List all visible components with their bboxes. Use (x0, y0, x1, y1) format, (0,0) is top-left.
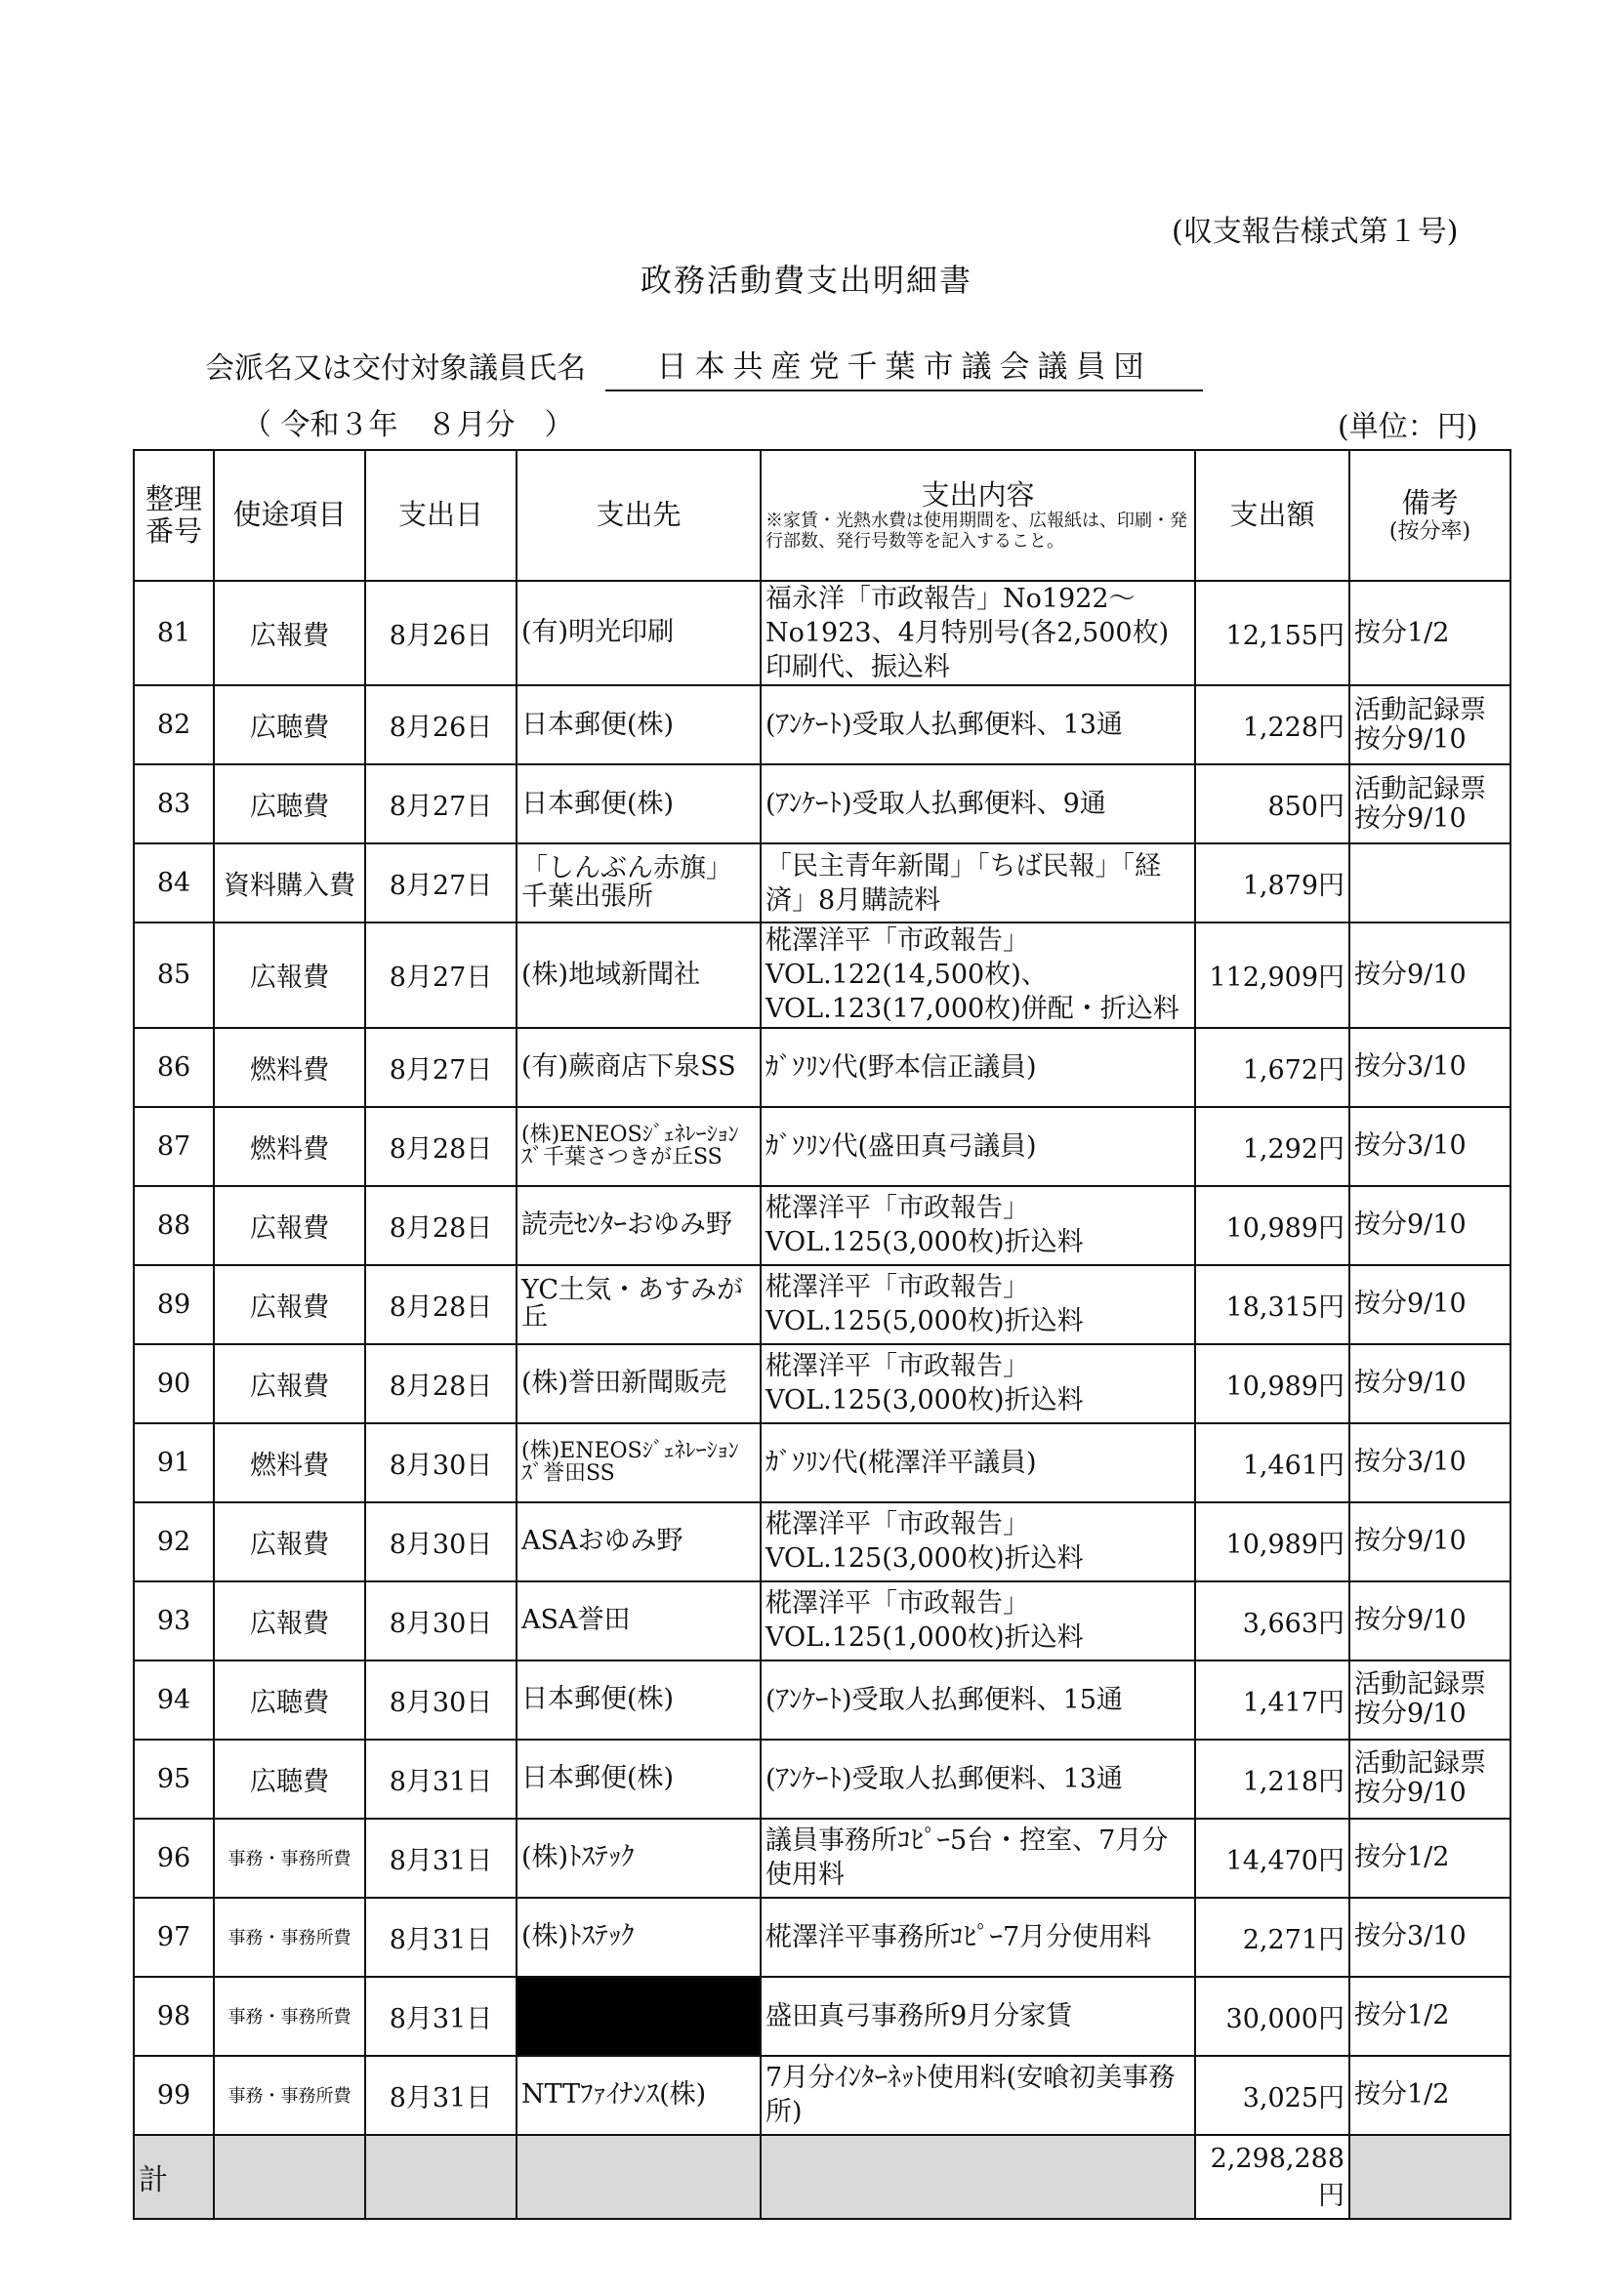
row-no: 92 (134, 1502, 214, 1581)
header-remarks-label: 備考 (1401, 485, 1459, 519)
row-content: ｶﾞｿﾘﾝ代(野本信正議員) (761, 1028, 1195, 1107)
header-content-note: ※家賃・光熱水費は使用期間を、広報紙は、印刷・発行部数、発行号数等を記入すること。 (765, 510, 1187, 552)
total-blank-cell (761, 2135, 1195, 2219)
row-no: 91 (134, 1423, 214, 1502)
table-row (134, 1819, 1510, 1898)
row-remarks: 按分9/10 (1349, 922, 1510, 1027)
row-content: 椛澤洋平「市政報告」VOL.125(3,000枚)折込料 (761, 1502, 1195, 1581)
row-no: 81 (134, 581, 214, 685)
row-amount: 10,989円 (1195, 1186, 1349, 1265)
row-purpose: 広報費 (214, 1186, 365, 1265)
row-content: 7月分ｲﾝﾀｰﾈｯﾄ使用料(安喰初美事務所) (761, 2056, 1195, 2135)
row-payee: (株)ENEOSｼﾞｪﾈﾚｰｼｮﾝｽﾞ誉田SS (517, 1423, 761, 1502)
row-remarks: 活動記録票按分9/10 (1349, 1740, 1510, 1819)
row-content: 椛澤洋平「市政報告」VOL.125(3,000枚)折込料 (761, 1344, 1195, 1423)
row-payee: ASAおゆみ野 (517, 1502, 761, 1581)
table-row (134, 922, 1510, 1027)
row-amount: 14,470円 (1195, 1819, 1349, 1898)
total-blank-cell (214, 2135, 365, 2219)
table-row (134, 1107, 1510, 1186)
row-date: 8月27日 (365, 922, 517, 1027)
header-amount: 支出額 (1195, 450, 1349, 581)
row-date: 8月31日 (365, 1977, 517, 2056)
row-no: 88 (134, 1186, 214, 1265)
row-amount: 18,315円 (1195, 1265, 1349, 1344)
row-remarks: 按分9/10 (1349, 1502, 1510, 1581)
row-purpose: 事務・事務所費 (214, 1977, 365, 2056)
row-purpose: 広聴費 (214, 764, 365, 843)
row-remarks: 按分1/2 (1349, 2056, 1510, 2135)
row-amount: 30,000円 (1195, 1977, 1349, 2056)
party-name: 日本共産党千葉市議会議員団 (605, 342, 1203, 391)
row-amount: 1,292円 (1195, 1107, 1349, 1186)
table-row (134, 1502, 1510, 1581)
row-payee: (株)地域新聞社 (517, 922, 761, 1027)
header-date: 支出日 (365, 450, 517, 581)
row-no: 93 (134, 1581, 214, 1660)
row-purpose: 広報費 (214, 1265, 365, 1344)
row-amount: 12,155円 (1195, 581, 1349, 685)
row-remarks: 活動記録票按分9/10 (1349, 685, 1510, 764)
table-row (134, 1028, 1510, 1107)
row-date: 8月27日 (365, 1028, 517, 1107)
row-amount: 1,672円 (1195, 1028, 1349, 1107)
row-date: 8月30日 (365, 1660, 517, 1740)
table-row (134, 1186, 1510, 1265)
total-blank-cell (1349, 2135, 1510, 2219)
row-content: ｶﾞｿﾘﾝ代(盛田真弓議員) (761, 1107, 1195, 1186)
row-purpose: 広聴費 (214, 685, 365, 764)
row-date: 8月31日 (365, 1819, 517, 1898)
row-amount: 850円 (1195, 764, 1349, 843)
table-row (134, 1740, 1510, 1819)
total-row (134, 2135, 1510, 2219)
table-row (134, 1344, 1510, 1423)
row-amount: 112,909円 (1195, 922, 1349, 1027)
row-purpose: 広聴費 (214, 1660, 365, 1740)
header-payee: 支出先 (517, 450, 761, 581)
table-row (134, 764, 1510, 843)
row-remarks: 按分9/10 (1349, 1344, 1510, 1423)
table-row (134, 2056, 1510, 2135)
row-no: 89 (134, 1265, 214, 1344)
row-no: 97 (134, 1898, 214, 1977)
row-date: 8月26日 (365, 581, 517, 685)
row-remarks: 活動記録票按分9/10 (1349, 1660, 1510, 1740)
row-no: 87 (134, 1107, 214, 1186)
row-purpose: 事務・事務所費 (214, 2056, 365, 2135)
row-amount: 1,417円 (1195, 1660, 1349, 1740)
row-no: 90 (134, 1344, 214, 1423)
total-blank-cell (365, 2135, 517, 2219)
row-remarks: 按分3/10 (1349, 1107, 1510, 1186)
row-date: 8月31日 (365, 2056, 517, 2135)
row-no: 95 (134, 1740, 214, 1819)
row-remarks: 按分9/10 (1349, 1581, 1510, 1660)
table-row (134, 1977, 1510, 2056)
row-no: 82 (134, 685, 214, 764)
row-no: 96 (134, 1819, 214, 1898)
form-number: (収支報告様式第１号) (1172, 215, 1459, 249)
row-content: 椛澤洋平「市政報告」VOL.125(3,000枚)折込料 (761, 1186, 1195, 1265)
row-content: ｶﾞｿﾘﾝ代(椛澤洋平議員) (761, 1423, 1195, 1502)
row-content: 福永洋「市政報告」No1922～No1923、4月特別号(各2,500枚)印刷代、振込料 (761, 581, 1195, 685)
row-payee: YC土気・あすみが丘 (517, 1265, 761, 1344)
row-date: 8月30日 (365, 1502, 517, 1581)
document-title: 政務活動費支出明細書 (640, 262, 972, 299)
row-date: 8月28日 (365, 1344, 517, 1423)
row-date: 8月27日 (365, 764, 517, 843)
table-row (134, 1660, 1510, 1740)
expense-table (133, 449, 1511, 2220)
row-purpose: 燃料費 (214, 1107, 365, 1186)
row-payee: (有)明光印刷 (517, 581, 761, 685)
row-remarks: 按分9/10 (1349, 1265, 1510, 1344)
table-row (134, 1581, 1510, 1660)
total-blank-cell (517, 2135, 761, 2219)
row-content: (ｱﾝｹｰﾄ)受取人払郵便料、9通 (761, 764, 1195, 843)
row-amount: 10,989円 (1195, 1344, 1349, 1423)
row-content: 盛田真弓事務所9月分家賃 (761, 1977, 1195, 2056)
table-row (134, 843, 1510, 922)
row-content: 椛澤洋平「市政報告」VOL.122(14,500枚)、VOL.123(17,000枚)併配・折込料 (761, 922, 1195, 1027)
table-row (134, 581, 1510, 685)
row-no: 83 (134, 764, 214, 843)
row-amount: 1,879円 (1195, 843, 1349, 922)
header-row (134, 450, 1510, 581)
redacted-block (517, 1977, 761, 2056)
row-amount: 1,228円 (1195, 685, 1349, 764)
header-no: 整理番号 (134, 450, 214, 581)
row-content: 椛澤洋平「市政報告」VOL.125(5,000枚)折込料 (761, 1265, 1195, 1344)
row-date: 8月30日 (365, 1423, 517, 1502)
row-amount: 10,989円 (1195, 1502, 1349, 1581)
row-payee: 「しんぶん赤旗」千葉出張所 (517, 843, 761, 922)
row-payee: 読売ｾﾝﾀｰおゆみ野 (517, 1186, 761, 1265)
row-remarks (1349, 843, 1510, 922)
row-date: 8月28日 (365, 1107, 517, 1186)
row-remarks: 按分1/2 (1349, 1977, 1510, 2056)
row-remarks: 按分9/10 (1349, 1186, 1510, 1265)
header-remarks (1349, 450, 1510, 581)
header-remarks-sub: (按分率) (1388, 519, 1471, 545)
table-row (134, 685, 1510, 764)
row-payee: (株)ﾄｽﾃｯｸ (517, 1898, 761, 1977)
row-payee: 日本郵便(株) (517, 1660, 761, 1740)
row-payee: (株)誉田新聞販売 (517, 1344, 761, 1423)
unit-label: (単位：円) (1338, 410, 1478, 444)
row-payee: 日本郵便(株) (517, 1740, 761, 1819)
row-purpose: 事務・事務所費 (214, 1898, 365, 1977)
row-no: 94 (134, 1660, 214, 1740)
row-amount: 3,663円 (1195, 1581, 1349, 1660)
row-purpose: 燃料費 (214, 1028, 365, 1107)
table-row (134, 1423, 1510, 1502)
row-date: 8月30日 (365, 1581, 517, 1660)
header-content-label: 支出内容 (921, 477, 1035, 512)
total-amount: 2,298,288円 (1195, 2135, 1349, 2219)
row-remarks: 活動記録票按分9/10 (1349, 764, 1510, 843)
row-purpose: 広報費 (214, 1344, 365, 1423)
row-payee: (株)ﾄｽﾃｯｸ (517, 1819, 761, 1898)
header-content (761, 450, 1195, 581)
row-payee: 日本郵便(株) (517, 685, 761, 764)
row-date: 8月31日 (365, 1740, 517, 1819)
row-date: 8月31日 (365, 1898, 517, 1977)
row-amount: 2,271円 (1195, 1898, 1349, 1977)
row-remarks: 按分3/10 (1349, 1898, 1510, 1977)
row-amount: 3,025円 (1195, 2056, 1349, 2135)
row-content: 議員事務所ｺﾋﾟｰ5台・控室、7月分使用料 (761, 1819, 1195, 1898)
row-date: 8月26日 (365, 685, 517, 764)
row-content: (ｱﾝｹｰﾄ)受取人払郵便料、13通 (761, 685, 1195, 764)
table-row (134, 1898, 1510, 1977)
row-purpose: 広聴費 (214, 1740, 365, 1819)
row-content: 椛澤洋平事務所ｺﾋﾟｰ7月分使用料 (761, 1898, 1195, 1977)
party-label: 会派名又は交付対象議員氏名 (205, 351, 586, 386)
row-date: 8月28日 (365, 1186, 517, 1265)
table-row (134, 1265, 1510, 1344)
row-purpose: 事務・事務所費 (214, 1819, 365, 1898)
row-remarks: 按分1/2 (1349, 581, 1510, 685)
row-remarks: 按分1/2 (1349, 1819, 1510, 1898)
row-payee: (有)蕨商店下泉SS (517, 1028, 761, 1107)
row-payee: NTTﾌｧｲﾅﾝｽ(株) (517, 2056, 761, 2135)
row-remarks: 按分3/10 (1349, 1028, 1510, 1107)
period: （ 令和３年 ８月分 ） (242, 408, 574, 442)
row-content: (ｱﾝｹｰﾄ)受取人払郵便料、15通 (761, 1660, 1195, 1740)
row-purpose: 広報費 (214, 922, 365, 1027)
row-purpose: 燃料費 (214, 1423, 365, 1502)
row-date: 8月28日 (365, 1265, 517, 1344)
row-content: 椛澤洋平「市政報告」VOL.125(1,000枚)折込料 (761, 1581, 1195, 1660)
total-label: 計 (134, 2135, 214, 2219)
header-purpose: 使途項目 (214, 450, 365, 581)
row-amount: 1,461円 (1195, 1423, 1349, 1502)
row-payee: 日本郵便(株) (517, 764, 761, 843)
row-no: 86 (134, 1028, 214, 1107)
row-date: 8月27日 (365, 843, 517, 922)
row-purpose: 広報費 (214, 581, 365, 685)
row-content: (ｱﾝｹｰﾄ)受取人払郵便料、13通 (761, 1740, 1195, 1819)
row-no: 84 (134, 843, 214, 922)
row-payee: ASA誉田 (517, 1581, 761, 1660)
row-purpose: 広報費 (214, 1581, 365, 1660)
row-no: 98 (134, 1977, 214, 2056)
row-purpose: 資料購入費 (214, 843, 365, 922)
row-amount: 1,218円 (1195, 1740, 1349, 1819)
row-no: 99 (134, 2056, 214, 2135)
row-content: 「民主青年新聞」「ちば民報」「経済」8月購読料 (761, 843, 1195, 922)
row-remarks: 按分3/10 (1349, 1423, 1510, 1502)
row-purpose: 広報費 (214, 1502, 365, 1581)
row-no: 85 (134, 922, 214, 1027)
row-payee: (株)ENEOSｼﾞｪﾈﾚｰｼｮﾝｽﾞ千葉さつきが丘SS (517, 1107, 761, 1186)
